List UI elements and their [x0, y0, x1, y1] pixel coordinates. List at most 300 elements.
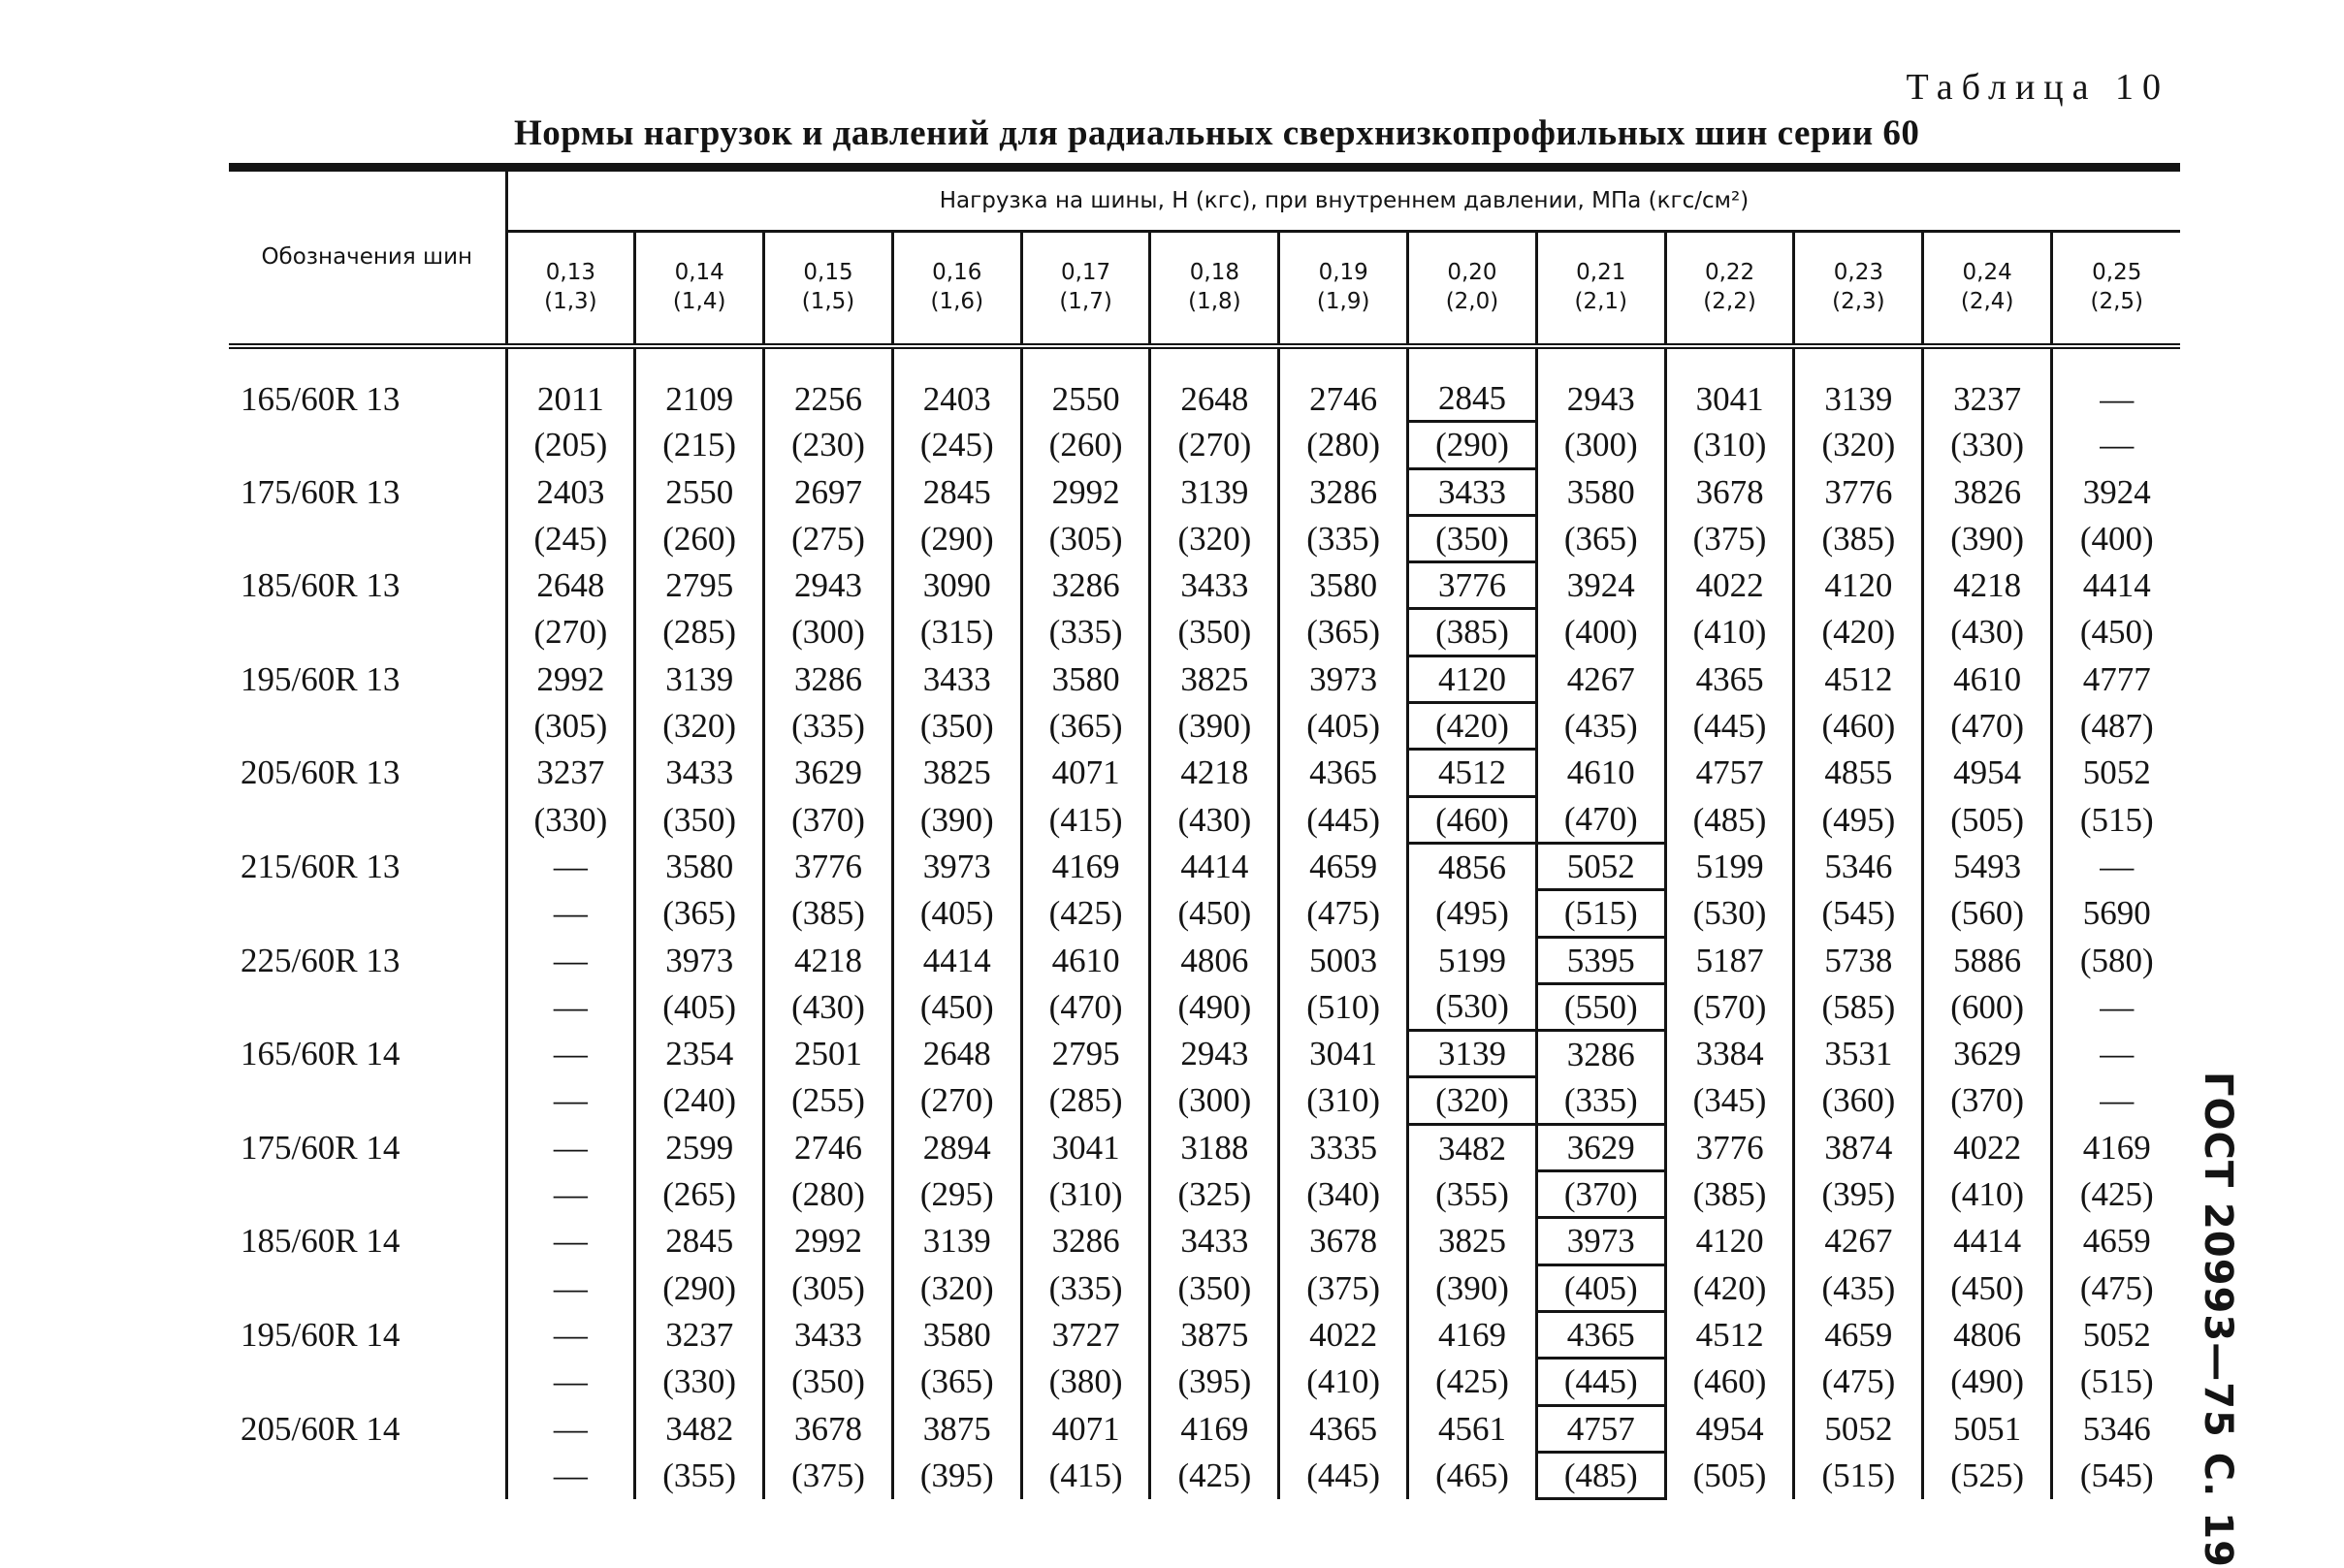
- load-newton-cell: 4954: [1665, 1405, 1794, 1452]
- load-kgf-cell: (600): [1923, 983, 2052, 1030]
- load-newton-cell: 4512: [1408, 750, 1537, 796]
- load-newton-cell: 4777: [2052, 656, 2181, 702]
- load-newton-cell: 3139: [1794, 346, 1923, 422]
- load-newton-cell: 2992: [1021, 468, 1150, 515]
- table-row: [229, 609, 2180, 656]
- load-newton-cell: 3041: [1665, 346, 1794, 422]
- load-kgf-cell: (505): [1923, 796, 2052, 843]
- load-newton-cell: 3973: [1279, 656, 1408, 702]
- tyre-designation: 175/60R 13: [241, 472, 401, 511]
- load-kgf-cell: (295): [892, 1171, 1021, 1218]
- load-newton-cell: 2648: [892, 1031, 1021, 1077]
- load-kgf-cell: (365): [635, 890, 764, 937]
- load-newton-cell: 4757: [1665, 750, 1794, 796]
- pressure-kgf: (2,3): [1832, 289, 1885, 314]
- pressure-header-cell: [506, 232, 635, 347]
- table-row: [229, 1171, 2180, 1218]
- table-row: [229, 422, 2180, 468]
- tyre-designation-spacer: [229, 983, 506, 1030]
- pressure-header-cell: [1279, 232, 1408, 347]
- load-newton-cell: —: [506, 1311, 635, 1358]
- load-newton-cell: 5052: [1536, 843, 1665, 889]
- load-newton-cell: 4610: [1021, 937, 1150, 983]
- load-kgf-cell: (485): [1536, 1452, 1665, 1498]
- load-newton-cell: 4267: [1794, 1218, 1923, 1264]
- load-kgf-cell: (370): [764, 796, 893, 843]
- tyre-designation-header: Обозначения шин: [229, 168, 506, 347]
- tyre-designation: 165/60R 13: [241, 379, 401, 418]
- load-kgf-cell: (350): [1150, 1264, 1279, 1311]
- load-newton-cell: 4022: [1923, 1124, 2052, 1170]
- load-newton-cell: 2943: [1536, 346, 1665, 422]
- load-kgf-cell: (365): [1279, 609, 1408, 656]
- load-newton-cell: 2795: [1021, 1031, 1150, 1077]
- load-newton-cell: 4954: [1923, 750, 2052, 796]
- pressure-header-cell: [1665, 232, 1794, 347]
- load-newton-cell: 3924: [2052, 468, 2181, 515]
- load-kgf-cell: (380): [1021, 1359, 1150, 1405]
- tyre-designation: 195/60R 13: [241, 659, 401, 698]
- load-kgf-cell: —: [506, 1452, 635, 1498]
- load-kgf-cell: —: [506, 1264, 635, 1311]
- load-kgf-cell: (320): [1150, 515, 1279, 561]
- load-newton-cell: 3678: [1279, 1218, 1408, 1264]
- load-kgf-cell: —: [506, 890, 635, 937]
- load-kgf-cell: (335): [764, 703, 893, 750]
- load-newton-cell: 5199: [1665, 843, 1794, 889]
- pressure-header-cell: [635, 232, 764, 347]
- load-kgf-cell: (215): [635, 422, 764, 468]
- load-kgf-cell: (445): [1279, 1452, 1408, 1498]
- pressure-header-cell: [1794, 232, 1923, 347]
- load-newton-cell: 4071: [1021, 1405, 1150, 1452]
- load-kgf-cell: (475): [2052, 1264, 2181, 1311]
- load-kgf-cell: (390): [1408, 1264, 1537, 1311]
- pressure-header-cell: [764, 232, 893, 347]
- pressure-header-row: [229, 232, 2180, 347]
- load-kgf-cell: (420): [1408, 703, 1537, 750]
- pressure-mpa: 0,15: [803, 260, 853, 286]
- pressure-mpa: 0,14: [674, 260, 724, 286]
- load-kgf-cell: (335): [1021, 1264, 1150, 1311]
- table-row: [229, 1405, 2180, 1452]
- pressure-kgf: (1,8): [1188, 289, 1241, 314]
- load-kgf-cell: (390): [1923, 515, 2052, 561]
- load-newton-cell: 3335: [1279, 1124, 1408, 1170]
- pressure-mpa: 0,22: [1704, 260, 1755, 286]
- pressure-mpa: 0,16: [932, 260, 982, 286]
- load-newton-cell: 3875: [1150, 1311, 1279, 1358]
- load-newton-cell: 2256: [764, 346, 893, 422]
- load-newton-cell: 2746: [1279, 346, 1408, 422]
- load-newton-cell: 4365: [1279, 750, 1408, 796]
- load-kgf-cell: (330): [635, 1359, 764, 1405]
- load-kgf-cell: (300): [1536, 422, 1665, 468]
- pressure-header-cell: [1408, 232, 1537, 347]
- load-kgf-cell: (420): [1794, 609, 1923, 656]
- load-newton-cell: 3826: [1923, 468, 2052, 515]
- tyre-designation-spacer: [229, 515, 506, 561]
- load-newton-cell: 3041: [1021, 1124, 1150, 1170]
- load-newton-cell: 4659: [1279, 843, 1408, 889]
- load-kgf-cell: (385): [1408, 609, 1537, 656]
- load-kgf-cell: (330): [1923, 422, 2052, 468]
- load-newton-cell: 4071: [1021, 750, 1150, 796]
- load-kgf-cell: (315): [892, 609, 1021, 656]
- table-row: [229, 1031, 2180, 1077]
- load-kgf-cell: (545): [2052, 1452, 2181, 1498]
- load-kgf-cell: (400): [1536, 609, 1665, 656]
- load-kgf-cell: (395): [1150, 1359, 1279, 1405]
- table-row: [229, 1264, 2180, 1311]
- load-newton-cell: 3286: [1279, 468, 1408, 515]
- tyre-designation-spacer: [229, 1077, 506, 1124]
- load-newton-cell: 3875: [892, 1405, 1021, 1452]
- load-newton-cell: 2011: [506, 346, 635, 422]
- load-newton-cell: —: [506, 1218, 635, 1264]
- load-kgf-cell: (335): [1279, 515, 1408, 561]
- load-newton-cell: 2992: [764, 1218, 893, 1264]
- load-newton-cell: —: [506, 843, 635, 889]
- table-row: [229, 562, 2180, 609]
- load-kgf-cell: (255): [764, 1077, 893, 1124]
- tyre-designation: 225/60R 13: [241, 941, 401, 979]
- table-row: [229, 346, 2180, 422]
- load-kgf-cell: (305): [764, 1264, 893, 1311]
- load-kgf-cell: (305): [506, 703, 635, 750]
- pressure-header-cell: [892, 232, 1021, 347]
- load-newton-cell: 3482: [635, 1405, 764, 1452]
- load-kgf-cell: (360): [1794, 1077, 1923, 1124]
- tyre-designation: 215/60R 13: [241, 847, 401, 885]
- table-row: [229, 983, 2180, 1030]
- load-kgf-cell: (370): [1923, 1077, 2052, 1124]
- load-kgf-cell: (385): [1794, 515, 1923, 561]
- load-newton-cell: 3629: [764, 750, 893, 796]
- table-row: [229, 1124, 2180, 1170]
- load-newton-cell: 4365: [1279, 1405, 1408, 1452]
- tyre-designation-spacer: [229, 703, 506, 750]
- load-newton-cell: 3139: [1150, 468, 1279, 515]
- load-newton-cell: 3433: [1150, 562, 1279, 609]
- load-kgf-cell: (415): [1021, 1452, 1150, 1498]
- load-kgf-cell: (545): [1794, 890, 1923, 937]
- load-newton-cell: 2648: [1150, 346, 1279, 422]
- load-newton-cell: 5052: [2052, 1311, 2181, 1358]
- load-kgf-cell: —: [506, 983, 635, 1030]
- load-newton-cell: 3973: [635, 937, 764, 983]
- load-kgf-cell: (487): [2052, 703, 2181, 750]
- load-newton-cell: 2992: [506, 656, 635, 702]
- tyre-designation: 205/60R 13: [241, 753, 401, 792]
- load-kgf-cell: (430): [1923, 609, 2052, 656]
- load-newton-cell: 4218: [1923, 562, 2052, 609]
- load-kgf-cell: (490): [1150, 983, 1279, 1030]
- load-kgf-cell: (515): [1794, 1452, 1923, 1498]
- load-kgf-cell: (335): [1536, 1077, 1665, 1124]
- load-newton-cell: 3580: [1536, 468, 1665, 515]
- load-kgf-cell: (280): [764, 1171, 893, 1218]
- load-kgf-cell: (300): [764, 609, 893, 656]
- load-kgf-cell: (405): [1279, 703, 1408, 750]
- load-kgf-cell: —: [506, 1359, 635, 1405]
- load-kgf-cell: (530): [1408, 983, 1537, 1030]
- load-kgf-cell: (425): [1408, 1359, 1537, 1405]
- load-newton-cell: 2697: [764, 468, 893, 515]
- load-kgf-cell: (310): [1021, 1171, 1150, 1218]
- load-kgf-cell: (450): [892, 983, 1021, 1030]
- table-row: [229, 796, 2180, 843]
- load-newton-cell: 3286: [1021, 1218, 1150, 1264]
- load-kgf-cell: (425): [2052, 1171, 2181, 1218]
- load-newton-cell: 2795: [635, 562, 764, 609]
- load-newton-cell: 3776: [764, 843, 893, 889]
- load-kgf-cell: (350): [764, 1359, 893, 1405]
- load-newton-cell: 2109: [635, 346, 764, 422]
- load-newton-cell: 4561: [1408, 1405, 1537, 1452]
- load-newton-cell: 3286: [1021, 562, 1150, 609]
- load-newton-cell: 2648: [506, 562, 635, 609]
- pressure-header-cell: [1923, 232, 2052, 347]
- load-newton-cell: 3041: [1279, 1031, 1408, 1077]
- load-newton-cell: 4414: [2052, 562, 2181, 609]
- load-kgf-cell: 5690: [2052, 890, 2181, 937]
- tyre-designation: 175/60R 14: [241, 1128, 401, 1167]
- table-title: Нормы нагрузок и давлений для радиальных сверхнизкопрофильных шин серии 60: [514, 113, 1920, 153]
- table-row: [229, 1077, 2180, 1124]
- pressure-kgf: (2,1): [1574, 289, 1628, 314]
- load-newton-cell: 5187: [1665, 937, 1794, 983]
- table-row: [229, 750, 2180, 796]
- load-kgf-cell: (390): [1150, 703, 1279, 750]
- table-row: [229, 468, 2180, 515]
- load-newton-cell: 5051: [1923, 1405, 2052, 1452]
- load-caption-header: Нагрузка на шины, Н (кгс), при внутреннем давлении, МПа (кгс/см²): [506, 168, 2180, 232]
- load-kgf-cell: (340): [1279, 1171, 1408, 1218]
- load-kgf-cell: (460): [1794, 703, 1923, 750]
- tyre-designation: 185/60R 13: [241, 566, 401, 605]
- load-kgf-cell: (515): [1536, 890, 1665, 937]
- load-kgf-cell: (490): [1923, 1359, 2052, 1405]
- pressure-mpa: 0,25: [2092, 260, 2142, 286]
- load-kgf-cell: (375): [1279, 1264, 1408, 1311]
- load-newton-cell: 2845: [635, 1218, 764, 1264]
- table-row: [229, 515, 2180, 561]
- load-newton-cell: 4856: [1408, 843, 1537, 889]
- load-kgf-cell: (260): [1021, 422, 1150, 468]
- tyre-designation-spacer: [229, 1452, 506, 1498]
- load-kgf-cell: —: [506, 1077, 635, 1124]
- load-newton-cell: 3384: [1665, 1031, 1794, 1077]
- load-kgf-cell: (450): [2052, 609, 2181, 656]
- load-kgf-cell: (515): [2052, 1359, 2181, 1405]
- load-newton-cell: 5738: [1794, 937, 1923, 983]
- load-kgf-cell: (475): [1279, 890, 1408, 937]
- load-newton-cell: 4414: [892, 937, 1021, 983]
- load-kgf-cell: (320): [1794, 422, 1923, 468]
- load-kgf-cell: (350): [1408, 515, 1537, 561]
- load-newton-cell: 3580: [635, 843, 764, 889]
- load-kgf-cell: (435): [1794, 1264, 1923, 1311]
- load-kgf-cell: (410): [1279, 1359, 1408, 1405]
- load-newton-cell: 5886: [1923, 937, 2052, 983]
- load-newton-cell: —: [506, 1031, 635, 1077]
- load-kgf-cell: —: [506, 1171, 635, 1218]
- load-kgf-cell: (290): [635, 1264, 764, 1311]
- load-kgf-cell: (310): [1279, 1077, 1408, 1124]
- pressure-mpa: 0,13: [545, 260, 595, 286]
- pressure-mpa: 0,24: [1962, 260, 2012, 286]
- tyre-designation: 205/60R 14: [241, 1409, 401, 1448]
- load-newton-cell: 2943: [1150, 1031, 1279, 1077]
- load-kgf-cell: (465): [1408, 1452, 1537, 1498]
- load-newton-cell: 3139: [892, 1218, 1021, 1264]
- load-newton-cell: 4855: [1794, 750, 1923, 796]
- load-newton-cell: 3727: [1021, 1311, 1150, 1358]
- load-newton-cell: 3776: [1665, 1124, 1794, 1170]
- pressure-mpa: 0,20: [1447, 260, 1497, 286]
- table-row: [229, 843, 2180, 889]
- load-kgf-cell: (365): [892, 1359, 1021, 1405]
- load-kgf-cell: (270): [892, 1077, 1021, 1124]
- load-newton-cell: 3433: [1408, 468, 1537, 515]
- load-kgf-cell: (505): [1665, 1452, 1794, 1498]
- tyre-designation-spacer: [229, 1171, 506, 1218]
- load-kgf-cell: (400): [2052, 515, 2181, 561]
- load-newton-cell: 5346: [1794, 843, 1923, 889]
- tyre-designation-spacer: [229, 1359, 506, 1405]
- load-newton-cell: 4218: [764, 937, 893, 983]
- load-kgf-cell: (290): [892, 515, 1021, 561]
- load-newton-cell: 4169: [1408, 1311, 1537, 1358]
- table-number: Таблица 10: [1906, 67, 2169, 108]
- load-newton-cell: 4267: [1536, 656, 1665, 702]
- pressure-header-cell: [1021, 232, 1150, 347]
- load-newton-cell: 4169: [1150, 1405, 1279, 1452]
- table-row: [229, 1359, 2180, 1405]
- load-newton-cell: 3433: [1150, 1218, 1279, 1264]
- load-newton-cell: 4120: [1794, 562, 1923, 609]
- load-newton-cell: 3678: [1665, 468, 1794, 515]
- load-kgf-cell: (230): [764, 422, 893, 468]
- pressure-mpa: 0,19: [1318, 260, 1368, 286]
- load-newton-cell: 2943: [764, 562, 893, 609]
- load-newton-cell: 4659: [2052, 1218, 2181, 1264]
- load-kgf-cell: (445): [1665, 703, 1794, 750]
- load-kgf-cell: (375): [764, 1452, 893, 1498]
- load-kgf-cell: (570): [1665, 983, 1794, 1030]
- load-kgf-cell: (260): [635, 515, 764, 561]
- load-newton-cell: 2894: [892, 1124, 1021, 1170]
- pressure-kgf: (1,7): [1059, 289, 1112, 314]
- pressure-kgf: (1,3): [544, 289, 597, 314]
- load-newton-cell: 2403: [892, 346, 1021, 422]
- load-newton-cell: 3237: [506, 750, 635, 796]
- load-newton-cell: 4610: [1536, 750, 1665, 796]
- load-newton-cell: 3139: [635, 656, 764, 702]
- load-kgf-cell: (510): [1279, 983, 1408, 1030]
- load-newton-cell: 4120: [1408, 656, 1537, 702]
- load-kgf-cell: (385): [764, 890, 893, 937]
- table-row: [229, 1218, 2180, 1264]
- table-row: [229, 1452, 2180, 1498]
- load-kgf-cell: (305): [1021, 515, 1150, 561]
- load-kgf-cell: (265): [635, 1171, 764, 1218]
- load-kgf-cell: (430): [764, 983, 893, 1030]
- load-kgf-cell: (310): [1665, 422, 1794, 468]
- pressure-kgf: (1,4): [672, 289, 726, 314]
- tyre-designation: 195/60R 14: [241, 1315, 401, 1354]
- load-newton-cell: 3776: [1794, 468, 1923, 515]
- load-newton-cell: 5395: [1536, 937, 1665, 983]
- load-newton-cell: 4022: [1279, 1311, 1408, 1358]
- pressure-kgf: (1,5): [801, 289, 855, 314]
- load-kgf-cell: (560): [1923, 890, 2052, 937]
- load-kgf-cell: (290): [1408, 422, 1537, 468]
- load-kgf-cell: (495): [1794, 796, 1923, 843]
- pressure-kgf: (1,9): [1316, 289, 1370, 314]
- load-kgf-cell: (445): [1279, 796, 1408, 843]
- load-newton-cell: —: [2052, 346, 2181, 422]
- load-newton-cell: 5003: [1279, 937, 1408, 983]
- load-kgf-cell: (350): [635, 796, 764, 843]
- load-kgf-cell: (405): [635, 983, 764, 1030]
- load-kgf-cell: (395): [892, 1452, 1021, 1498]
- load-newton-cell: —: [506, 1124, 635, 1170]
- gost-page-reference: ГОСТ 20993—75 С. 19: [2196, 1072, 2240, 1568]
- load-kgf-cell: (245): [892, 422, 1021, 468]
- load-newton-cell: 3973: [892, 843, 1021, 889]
- load-newton-cell: 3580: [1021, 656, 1150, 702]
- pressure-kgf: (2,0): [1445, 289, 1499, 314]
- load-kgf-cell: (330): [506, 796, 635, 843]
- load-newton-cell: 2550: [635, 468, 764, 515]
- load-newton-cell: —: [2052, 843, 2181, 889]
- load-newton-cell: —: [506, 1405, 635, 1452]
- load-kgf-cell: (355): [1408, 1171, 1537, 1218]
- load-kgf-cell: (485): [1665, 796, 1794, 843]
- load-newton-cell: 2354: [635, 1031, 764, 1077]
- load-newton-cell: 3433: [635, 750, 764, 796]
- pressure-header-cell: [2052, 232, 2181, 347]
- load-kgf-cell: (365): [1021, 703, 1150, 750]
- load-newton-cell: 2599: [635, 1124, 764, 1170]
- load-kgf-cell: (420): [1665, 1264, 1794, 1311]
- load-newton-cell: 3286: [1536, 1031, 1665, 1077]
- load-kgf-cell: (450): [1923, 1264, 2052, 1311]
- load-newton-cell: 3776: [1408, 562, 1537, 609]
- tyre-designation-spacer: [229, 796, 506, 843]
- load-kgf-cell: (470): [1536, 796, 1665, 843]
- load-kgf-cell: (350): [1150, 609, 1279, 656]
- load-kgf-cell: (550): [1536, 983, 1665, 1030]
- load-kgf-cell: (430): [1150, 796, 1279, 843]
- load-newton-cell: 5199: [1408, 937, 1537, 983]
- load-kgf-cell: (350): [892, 703, 1021, 750]
- load-newton-cell: 3629: [1536, 1124, 1665, 1170]
- load-kgf-cell: (365): [1536, 515, 1665, 561]
- load-kgf-cell: (275): [764, 515, 893, 561]
- pressure-kgf: (2,4): [1960, 289, 2014, 314]
- load-kgf-cell: (470): [1923, 703, 2052, 750]
- load-kgf-cell: (410): [1665, 609, 1794, 656]
- load-kgf-cell: (395): [1794, 1171, 1923, 1218]
- load-kgf-cell: (355): [635, 1452, 764, 1498]
- load-newton-cell: 3924: [1536, 562, 1665, 609]
- table-row: [229, 1311, 2180, 1358]
- load-newton-cell: 3580: [1279, 562, 1408, 609]
- load-kgf-cell: —: [2052, 1077, 2181, 1124]
